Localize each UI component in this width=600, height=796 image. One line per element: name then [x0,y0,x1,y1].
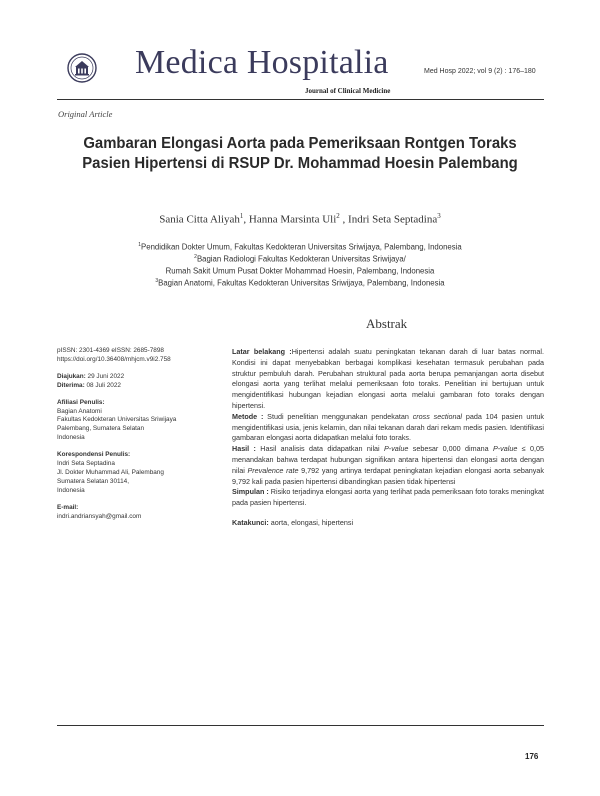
result-text: sebesar 0,000 dimana [408,444,493,454]
article-title: Gambaran Elongasi Aorta pada Pemeriksaan Rontgen Toraks Pasien Hipertensi di RSUP Dr. Mohammad Hoesin Palembang [82,135,518,172]
author-sup: 3 [437,212,441,220]
result-label: Hasil : [232,444,256,454]
author-sep: , [339,213,349,226]
result-italic: P-value [492,444,518,454]
abstract-result [232,444,544,487]
received-label: Diajukan: [57,372,86,380]
accepted-label: Diterima: [57,381,85,389]
doi-link[interactable]: https://doi.org/10.36408/mhjcm.v9i2.758 [57,355,171,363]
accepted-date [57,382,217,391]
affiliation-line [60,242,540,252]
method-italic: cross sectional [412,411,463,421]
background-text: Hipertensi adalah suatu peningkatan tekanan darah di luar batas normal. Kondisi ini dapat menyebabkan berbagai komplikasi kesehatan termasuk perubahan pada struktur pembuluh darah. Perubahan struktural pada aorta berupa pemanjangan aorta disebut elongasi aorta yang terlihat melalui pemeriksaan foto toraks. Penelitian ini bertujuan untuk mengidentifikasi hubungan kejadian elongasi aorta melalui gambaran foto toraks dengan hipertensi. [232,347,544,410]
result-text: ≤ 0,05 menandakan bahwa terdapat hubungan signifikan antara hipertensi dan elongasi aorta dengan nilai [232,444,544,475]
result-italic: Prevalence rate [247,465,299,475]
hospital-seal-icon [67,53,97,83]
affiliation-line: Fakultas Kedokteran Universitas Sriwijaya [57,416,177,424]
page-number: 176 [525,752,539,761]
author-name: Indri Seta Septadina [348,213,438,226]
affiliation-line: Indonesia [57,434,85,442]
abstract-body [232,347,544,529]
correspondence-line: Indonesia [57,486,85,494]
abstract-method [232,412,544,444]
result-text: 9,792 yang artinya terdapat peningkatan kejadian elongasi aorta sebanyak 9,792 kali pada pasien hipertensi dibandingkan pasien tidak hipertensi [232,465,544,486]
journal-citation: Med Hosp 2022; vol 9 (2) : 176–180 [424,68,536,75]
author-sup: 2 [336,212,340,220]
conclusion-text: Risiko terjadinya elongasi aorta yang terlihat pada pemeriksaan foto toraks meningkat pada pasien hipertensi. [232,487,544,508]
method-text: Studi penelitian menggunakan pendekatan [263,411,413,421]
method-text: pada 104 pasien untuk mengidentifikasi usia, jenis kelamin, dan nilai tekanan darah dari rekam medis pasien. Identifikasi gambaran elongasi aorta didapatkan melalui foto toraks. [232,411,545,443]
affiliation-text: Pendidikan Dokter Umum, Fakultas Kedokteran Universitas Sriwijaya, Palembang, Indonesia [141,242,462,252]
abstract-heading: Abstrak [366,316,408,331]
article-type: Original Article [58,109,113,119]
author-list [60,212,540,226]
journal-subtitle: Journal of Clinical Medicine [305,87,391,95]
article-info-sidebar [57,347,217,530]
email-link[interactable]: indri.andriansyah@gmail.com [57,512,142,520]
received-value: 29 Juni 2022 [85,372,125,380]
received-date [57,373,217,382]
correspondence-line: Indri Seta Septadina [57,460,115,468]
affiliation-line [60,254,540,264]
correspondence-line: Jl. Dokter Muhammad Ali, Palembang [57,468,164,476]
conclusion-label: Simpulan : [232,487,269,497]
method-label: Metode : [232,411,264,421]
affiliation-sup: 1 [138,242,142,248]
header-divider [57,99,544,100]
journal-name: Medica Hospitalia [135,44,389,81]
abstract-background [232,347,544,412]
affiliation-line [60,266,540,276]
abstract-keywords [232,518,544,529]
author-sup: 1 [239,212,244,220]
affiliation-line: Palembang, Sumatera Selatan [57,425,145,433]
affiliation-sup: 2 [194,254,197,260]
result-text: Hasil analisis data didapatkan nilai [255,444,384,454]
result-italic: P-value [384,444,409,454]
correspondence-label: Korespondensi Penulis: [57,451,131,459]
keywords-label: Katakunci: [232,517,269,527]
affiliation-line: Bagian Anatomi [57,407,102,415]
affiliation-text: Bagian Anatomi, Fakultas Kedokteran Universitas Sriwijaya, Palembang, Indonesia [158,278,445,288]
email-label: E-mail: [57,503,79,511]
correspondence-line: Sumatera Selatan 30114, [57,477,130,485]
background-label: Latar belakang : [232,347,292,356]
author-name: Sania Citta Aliyah [159,213,240,226]
affiliation-line [60,278,540,288]
accepted-value: 08 Juli 2022 [84,381,121,389]
affiliation-text: Bagian Radiologi Fakultas Kedokteran Universitas Sriwijaya/ [196,254,406,264]
keywords-text: aorta, elongasi, hipertensi [268,517,354,527]
author-name: Hanna Marsinta Uli [248,213,337,226]
affiliation-sup: 3 [155,278,159,284]
issn-text: pISSN: 2301-4369 eISSN: 2685-7898 [57,347,164,354]
abstract-conclusion [232,487,544,509]
author-affiliation-label: Afiliasi Penulis: [57,398,105,406]
footer-divider [57,725,544,726]
affiliation-text: Rumah Sakit Umum Pusat Dokter Mohammad Hoesin, Palembang, Indonesia [165,266,435,276]
author-sep: , [243,213,249,226]
